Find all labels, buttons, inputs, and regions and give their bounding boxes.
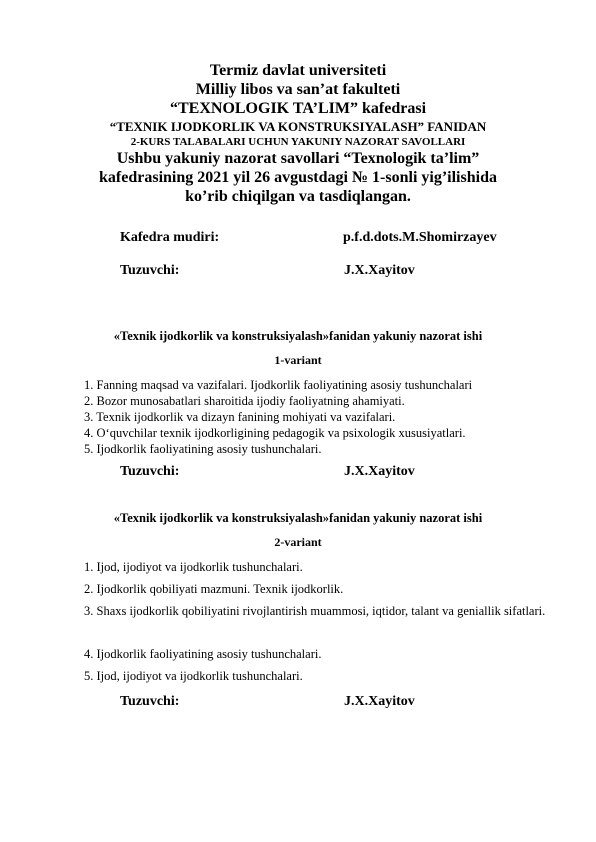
variant-1-compiler-name: J.X.Xayitov xyxy=(344,464,415,479)
approval-line-1: Ushbu yakuniy nazorat savollari “Texnologik ta’lim” xyxy=(116,150,480,167)
faculty-name: Milliy libos va san’at fakulteti xyxy=(195,81,401,98)
approval-line-3: ko’rib chiqilgan va tasdiqlangan. xyxy=(185,188,411,205)
variant-1-question: 5. Ijodkorlik faoliyatining asosiy tushunchalari. xyxy=(84,442,322,456)
variant-1-question: 3. Texnik ijodkorlik va dizayn fanining mohiyati va vazifalari. xyxy=(84,410,396,424)
variant-1-number: 1-variant xyxy=(274,353,322,367)
variant-1-title: «Texnik ijodkorlik va konstruksiyalash»fanidan yakuniy nazorat ishi xyxy=(113,329,483,343)
subject-title: “TEXNIK IJODKORLIK VA KONSTRUKSIYALASH” FANIDAN xyxy=(109,119,487,134)
variant-1-compiler-label: Tuzuvchi: xyxy=(120,464,180,479)
variant-2-question: 3. Shaxs ijodkorlik qobiliyatini rivojlantirish muammosi, iqtidor, talant va geniallik sifatlari. xyxy=(84,604,546,618)
course-title: 2-KURS TALABALARI UCHUN YAKUNIY NAZORAT SAVOLLARI xyxy=(130,136,466,148)
variant-2-question: 5. Ijod, ijodiyot va ijodkorlik tushunchalari. xyxy=(84,669,303,683)
variant-1-question: 4. O‘quvchilar texnik ijodkorligining pedagogik va psixologik xususiyatlari. xyxy=(84,426,466,440)
head-label: Kafedra mudiri: xyxy=(120,230,220,245)
university-name: Termiz davlat universiteti xyxy=(209,62,387,79)
approval-line-2: kafedrasining 2021 yil 26 avgustdagi № 1-sonli yig’ilishida xyxy=(99,169,497,186)
variant-2-compiler-name: J.X.Xayitov xyxy=(344,694,415,709)
compiler-label: Tuzuvchi: xyxy=(120,263,180,278)
variant-2-number: 2-variant xyxy=(274,535,322,549)
variant-1-question: 2. Bozor munosabatlari sharoitida ijodiy faoliyatning ahamiyati. xyxy=(84,394,405,408)
variant-2-question: 1. Ijod, ijodiyot va ijodkorlik tushunchalari. xyxy=(84,560,303,574)
variant-1-question: 1. Fanning maqsad va vazifalari. Ijodkorlik faoliyatining asosiy tushunchalari xyxy=(84,378,473,392)
variant-2-question: 4. Ijodkorlik faoliyatining asosiy tushunchalari. xyxy=(84,647,322,661)
variant-2-compiler-label: Tuzuvchi: xyxy=(120,694,180,709)
variant-2-title: «Texnik ijodkorlik va konstruksiyalash»fanidan yakuniy nazorat ishi xyxy=(113,511,483,525)
compiler-name: J.X.Xayitov xyxy=(344,263,415,278)
head-name: p.f.d.dots.M.Shomirzayev xyxy=(343,230,497,245)
variant-2-question: 2. Ijodkorlik qobiliyati mazmuni. Texnik ijodkorlik. xyxy=(84,582,344,596)
department-name: “TEXNOLOGIK TA’LIM” kafedrasi xyxy=(169,100,427,117)
